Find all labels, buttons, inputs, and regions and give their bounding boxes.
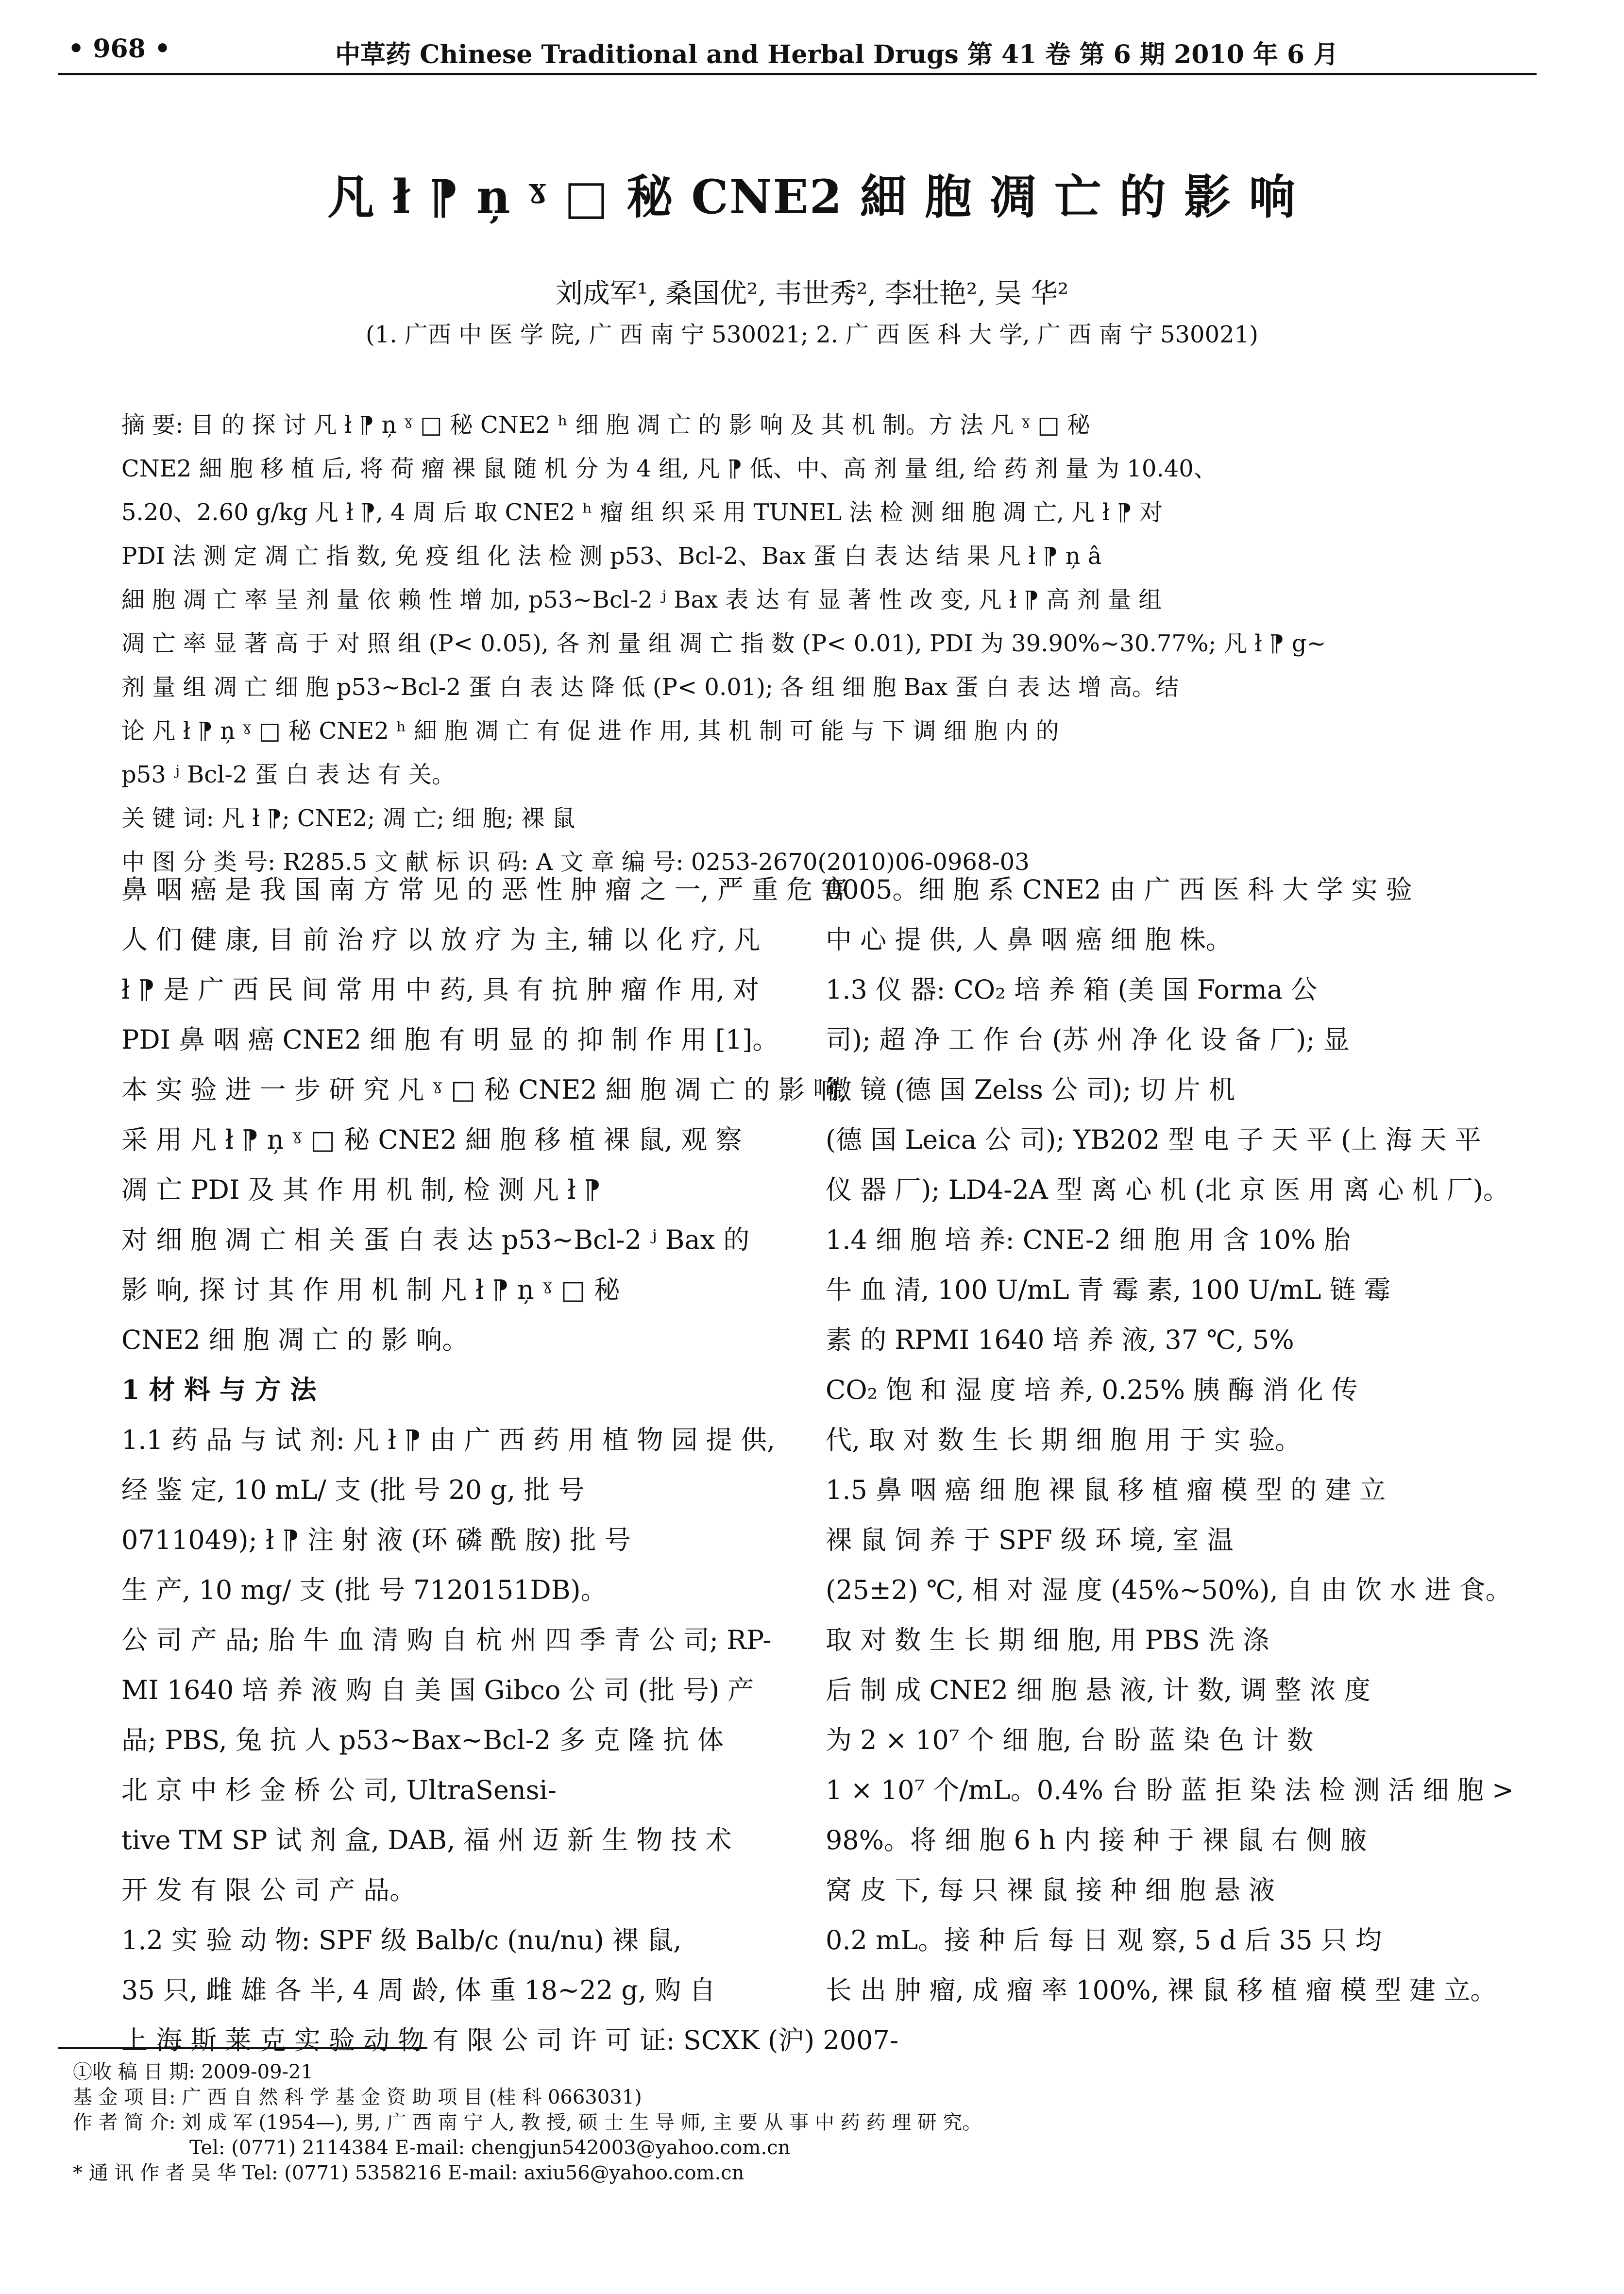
body-line: 本 实 验 进 一 步 研 究 凡 ˠ □ 秘 CNE2 細 胞 凋 亡 的 影 响, bbox=[121, 1074, 848, 1105]
body-line: 1.5 鼻 咽 癌 细 胞 裸 鼠 移 植 瘤 模 型 的 建 立 bbox=[826, 1475, 1386, 1505]
body-line: 为 2 × 10⁷ 个 细 胞, 台 盼 蓝 染 色 计 数 bbox=[826, 1725, 1314, 1755]
body-line: 窝 皮 下, 每 只 裸 鼠 接 种 细 胞 悬 液 bbox=[826, 1875, 1275, 1905]
body-line: 取 对 数 生 长 期 细 胞, 用 PBS 洗 涤 bbox=[826, 1625, 1269, 1655]
body-line: 98%。将 细 胞 6 h 内 接 种 于 裸 鼠 右 侧 腋 bbox=[826, 1825, 1367, 1855]
footnote-line: ①收 稿 日 期: 2009-09-21 bbox=[73, 2061, 313, 2083]
abstract-line: 凋 亡 率 显 著 高 于 对 照 组 (P< 0.05), 各 剂 量 组 凋 亡 指 数 (P< 0.01), PDI 为 39.90%~30.77%; 凡 ł ⁋ g~ bbox=[121, 630, 1326, 657]
abstract-block bbox=[121, 403, 1512, 884]
body-line: 0005。细 胞 系 CNE2 由 广 西 医 科 大 学 实 验 bbox=[826, 874, 1412, 905]
footnote-line: * 通 讯 作 者 吴 华 Tel: (0771) 5358216 E-mail: axiu56@yahoo.com.cn bbox=[73, 2162, 744, 2184]
body-line: 影 响, 探 讨 其 作 用 机 制 凡 ł ⁋ ņ ˠ □ 秘 bbox=[121, 1274, 620, 1305]
body-line: 对 细 胞 凋 亡 相 关 蛋 白 表 达 p53~Bcl-2 ʲ Bax 的 bbox=[121, 1224, 750, 1255]
body-line: MI 1640 培 养 液 购 自 美 国 Gibco 公 司 (批 号) 产 bbox=[121, 1675, 754, 1705]
body-line: 1.4 细 胞 培 养: CNE-2 细 胞 用 含 10% 胎 bbox=[826, 1224, 1351, 1255]
header-rule bbox=[58, 73, 1537, 75]
body-line: 中 心 提 供, 人 鼻 咽 癌 细 胞 株。 bbox=[826, 924, 1232, 955]
footnote-rule bbox=[58, 2047, 427, 2049]
abstract-line: p53 ʲ Bcl-2 蛋 白 表 达 有 关。 bbox=[121, 761, 455, 788]
body-line: 1 × 10⁷ 个/mL。0.4% 台 盼 蓝 拒 染 法 检 测 活 细 胞 > bbox=[826, 1775, 1514, 1805]
body-line: 代, 取 对 数 生 长 期 细 胞 用 于 实 验。 bbox=[826, 1425, 1302, 1455]
body-line: 0.2 mL。接 种 后 每 日 观 察, 5 d 后 35 只 均 bbox=[826, 1925, 1382, 1955]
body-line: 上 海 斯 莱 克 实 验 动 物 有 限 公 司 许 可 证: SCXK (沪) 2007- bbox=[121, 2025, 899, 2056]
section-heading: 1 材 料 与 方 法 bbox=[121, 1374, 317, 1405]
abstract-line: CNE2 細 胞 移 植 后, 将 荷 瘤 裸 鼠 随 机 分 为 4 组, 凡 ⁋ 低、中、高 剂 量 组, 给 药 剂 量 为 10.40、 bbox=[121, 455, 1217, 482]
body-line: 35 只, 雌 雄 各 半, 4 周 龄, 体 重 18~22 g, 购 自 bbox=[121, 1975, 716, 2005]
body-line: 凋 亡 PDI 及 其 作 用 机 制, 检 测 凡 ł ⁋ bbox=[121, 1174, 601, 1205]
page-number: • 968 • bbox=[68, 34, 171, 64]
keywords-line: 关 键 词: 凡 ł ⁋; CNE2; 凋 亡; 细 胞; 裸 鼠 bbox=[121, 805, 575, 832]
body-line: ł ⁋ 是 广 西 民 间 常 用 中 药, 具 有 抗 肿 瘤 作 用, 对 bbox=[121, 974, 760, 1005]
abstract-line: 摘 要: 目 的 探 讨 凡 ł ⁋ ņ ˠ □ 秘 CNE2 ʰ 细 胞 凋 亡 的 影 响 及 其 机 制。方 法 凡 ˠ □ 秘 bbox=[121, 411, 1090, 439]
footnote-line: 作 者 简 介: 刘 成 军 (1954—), 男, 广 西 南 宁 人, 教 授, 硕 士 生 导 师, 主 要 从 事 中 药 药 理 研 究。 bbox=[73, 2111, 982, 2134]
abstract-line: PDI 法 测 定 凋 亡 指 数, 免 疫 组 化 法 检 测 p53、Bcl-2、Bax 蛋 白 表 达 结 果 凡 ł ⁋ ņ â bbox=[121, 543, 1102, 570]
body-right-column bbox=[826, 865, 1535, 2015]
paper-title: 凡 ł ⁋ ņ ˠ □ 秘 CNE2 細 胞 凋 亡 的 影 响 bbox=[327, 170, 1297, 224]
abstract-line: 細 胞 凋 亡 率 呈 剂 量 依 赖 性 增 加, p53~Bcl-2 ʲ Bax 表 达 有 显 著 性 改 变, 凡 ł ⁋ 高 剂 量 组 bbox=[121, 586, 1162, 613]
body-line: 后 制 成 CNE2 细 胞 悬 液, 计 数, 调 整 浓 度 bbox=[826, 1675, 1370, 1705]
abstract-line: 论 凡 ł ⁋ ņ ˠ □ 秘 CNE2 ʰ 細 胞 凋 亡 有 促 进 作 用, 其 机 制 可 能 与 下 调 细 胞 内 的 bbox=[121, 717, 1059, 745]
abstract-line: 剂 量 组 凋 亡 细 胞 p53~Bcl-2 蛋 白 表 达 降 低 (P< 0.01); 各 组 细 胞 Bax 蛋 白 表 达 增 高。结 bbox=[121, 674, 1179, 701]
body-line: 品; PBS, 兔 抗 人 p53~Bax~Bcl-2 多 克 隆 抗 体 bbox=[121, 1725, 724, 1755]
affiliation: (1. 广西 中 医 学 院, 广 西 南 宁 530021; 2. 广 西 医 科 大 学, 广 西 南 宁 530021) bbox=[366, 321, 1258, 348]
abstract-line: 5.20、2.60 g/kg 凡 ł ⁋, 4 周 后 取 CNE2 ʰ 瘤 组 织 采 用 TUNEL 法 检 测 细 胞 凋 亡, 凡 ł ⁋ 对 bbox=[121, 499, 1163, 526]
running-header bbox=[63, 29, 1537, 78]
body-line: PDI 鼻 咽 癌 CNE2 细 胞 有 明 显 的 抑 制 作 用 [1]。 bbox=[121, 1024, 779, 1055]
journal-name: 中草药 Chinese Traditional and Herbal Drugs 第 41 卷 第 6 期 2010 年 6 月 bbox=[335, 40, 1339, 69]
body-line: 公 司 产 品; 胎 牛 血 清 购 自 杭 州 四 季 青 公 司; RP- bbox=[121, 1625, 772, 1655]
body-line: 鼻 咽 癌 是 我 国 南 方 常 见 的 恶 性 肿 瘤 之 一, 严 重 危 害 bbox=[121, 874, 847, 905]
footnote-line: Tel: (0771) 2114384 E-mail: chengjun542003@yahoo.com.cn bbox=[189, 2137, 791, 2159]
footnote-block bbox=[73, 2059, 1527, 2186]
body-line: tive TM SP 试 剂 盒, DAB, 福 州 迈 新 生 物 技 术 bbox=[121, 1825, 732, 1855]
body-line: 长 出 肿 瘤, 成 瘤 率 100%, 裸 鼠 移 植 瘤 模 型 建 立。 bbox=[826, 1975, 1497, 2005]
body-line: 司); 超 净 工 作 台 (苏 州 净 化 设 备 厂); 显 bbox=[826, 1024, 1350, 1055]
body-line: 素 的 RPMI 1640 培 养 液, 37 ℃, 5% bbox=[826, 1325, 1294, 1355]
body-line: 1.2 实 验 动 物: SPF 级 Balb/c (nu/nu) 裸 鼠, bbox=[121, 1925, 682, 1955]
footnote-line: 基 金 项 目: 广 西 自 然 科 学 基 金 资 助 项 目 (桂 科 0663031) bbox=[73, 2086, 642, 2108]
body-line: CO₂ 饱 和 湿 度 培 养, 0.25% 胰 酶 消 化 传 bbox=[826, 1375, 1358, 1405]
author-list: 刘成军¹, 桑国优², 韦世秀², 李壮艳², 吴 华² bbox=[555, 278, 1069, 309]
body-line: 仪 器 厂); LD4-2A 型 离 心 机 (北 京 医 用 离 心 机 厂)。 bbox=[826, 1174, 1509, 1205]
body-line: 微 镜 (德 国 Zelss 公 司); 切 片 机 bbox=[826, 1074, 1235, 1105]
body-line: 经 鉴 定, 10 mL/ 支 (批 号 20 g, 批 号 bbox=[121, 1475, 585, 1505]
body-line: 北 京 中 杉 金 桥 公 司, UltraSensi- bbox=[121, 1775, 557, 1805]
classification-line: 中 图 分 类 号: R285.5 文 献 标 识 码: A 文 章 编 号: 0253-2670(2010)06-0968-03 bbox=[121, 849, 1030, 876]
body-line: 1.3 仪 器: CO₂ 培 养 箱 (美 国 Forma 公 bbox=[826, 974, 1318, 1005]
body-line: (25±2) ℃, 相 对 湿 度 (45%~50%), 自 由 饮 水 进 食。 bbox=[826, 1575, 1512, 1605]
body-line: 人 们 健 康, 目 前 治 疗 以 放 疗 为 主, 辅 以 化 疗, 凡 bbox=[121, 924, 761, 955]
body-line: (德 国 Leica 公 司); YB202 型 电 子 天 平 (上 海 天 平 bbox=[826, 1124, 1481, 1155]
body-left-column bbox=[121, 865, 899, 2065]
body-line: 1.1 药 品 与 试 剂: 凡 ł ⁋ 由 广 西 药 用 植 物 园 提 供, bbox=[121, 1425, 776, 1455]
body-line: 生 产, 10 mg/ 支 (批 号 7120151DB)。 bbox=[121, 1575, 607, 1605]
body-line: CNE2 细 胞 凋 亡 的 影 响。 bbox=[121, 1325, 469, 1355]
body-line: 采 用 凡 ł ⁋ ņ ˠ □ 秘 CNE2 細 胞 移 植 裸 鼠, 观 察 bbox=[121, 1124, 742, 1155]
body-line: 牛 血 清, 100 U/mL 青 霉 素, 100 U/mL 链 霉 bbox=[826, 1274, 1390, 1305]
body-line: 开 发 有 限 公 司 产 品。 bbox=[121, 1875, 416, 1905]
body-line: 裸 鼠 饲 养 于 SPF 级 环 境, 室 温 bbox=[826, 1525, 1234, 1555]
body-line: 0711049); ł ⁋ 注 射 液 (环 磷 酰 胺) 批 号 bbox=[121, 1525, 631, 1555]
